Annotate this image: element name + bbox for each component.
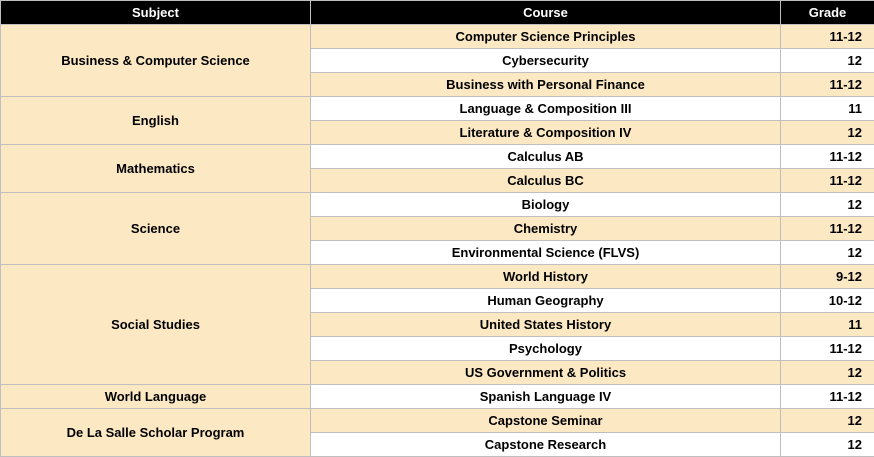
- course-cell: Calculus BC: [311, 169, 781, 193]
- grade-cell: 11-12: [781, 217, 874, 241]
- subject-cell: Business & Computer Science: [1, 25, 311, 97]
- grade-cell: 11-12: [781, 385, 874, 409]
- column-header-course: Course: [311, 1, 781, 25]
- grade-cell: 11-12: [781, 337, 874, 361]
- course-cell: World History: [311, 265, 781, 289]
- table-row: [1, 265, 874, 289]
- grade-cell: 12: [781, 409, 874, 433]
- grade-cell: 10-12: [781, 289, 874, 313]
- grade-cell: 11-12: [781, 145, 874, 169]
- course-cell: Spanish Language IV: [311, 385, 781, 409]
- course-cell: United States History: [311, 313, 781, 337]
- grade-cell: 11-12: [781, 169, 874, 193]
- subject-cell: De La Salle Scholar Program: [1, 409, 311, 457]
- course-cell: Capstone Research: [311, 433, 781, 457]
- table-row: [1, 25, 874, 49]
- column-header-grade: Grade: [781, 1, 874, 25]
- subject-cell: English: [1, 97, 311, 145]
- course-cell: Computer Science Principles: [311, 25, 781, 49]
- column-header-subject: Subject: [1, 1, 311, 25]
- header-row: [1, 1, 874, 25]
- course-cell: Psychology: [311, 337, 781, 361]
- course-cell: Capstone Seminar: [311, 409, 781, 433]
- grade-cell: 12: [781, 121, 874, 145]
- course-cell: Chemistry: [311, 217, 781, 241]
- subject-cell: Science: [1, 193, 311, 265]
- table-header: [1, 1, 874, 25]
- grade-cell: 12: [781, 49, 874, 73]
- course-cell: Environmental Science (FLVS): [311, 241, 781, 265]
- course-cell: Biology: [311, 193, 781, 217]
- table-row: [1, 193, 874, 217]
- grade-cell: 12: [781, 241, 874, 265]
- course-cell: Language & Composition III: [311, 97, 781, 121]
- course-cell: US Government & Politics: [311, 361, 781, 385]
- grade-cell: 11: [781, 97, 874, 121]
- table-row: [1, 385, 874, 409]
- subject-cell: Mathematics: [1, 145, 311, 193]
- table-body: [1, 25, 874, 457]
- table-row: [1, 145, 874, 169]
- subject-cell: World Language: [1, 385, 311, 409]
- course-cell: Business with Personal Finance: [311, 73, 781, 97]
- table-row: [1, 97, 874, 121]
- grade-cell: 12: [781, 433, 874, 457]
- course-cell: Calculus AB: [311, 145, 781, 169]
- course-cell: Literature & Composition IV: [311, 121, 781, 145]
- course-cell: Human Geography: [311, 289, 781, 313]
- grade-cell: 12: [781, 361, 874, 385]
- grade-cell: 11-12: [781, 25, 874, 49]
- table-row: [1, 409, 874, 433]
- grade-cell: 9-12: [781, 265, 874, 289]
- grade-cell: 12: [781, 193, 874, 217]
- grade-cell: 11-12: [781, 73, 874, 97]
- grade-cell: 11: [781, 313, 874, 337]
- course-cell: Cybersecurity: [311, 49, 781, 73]
- subject-cell: Social Studies: [1, 265, 311, 385]
